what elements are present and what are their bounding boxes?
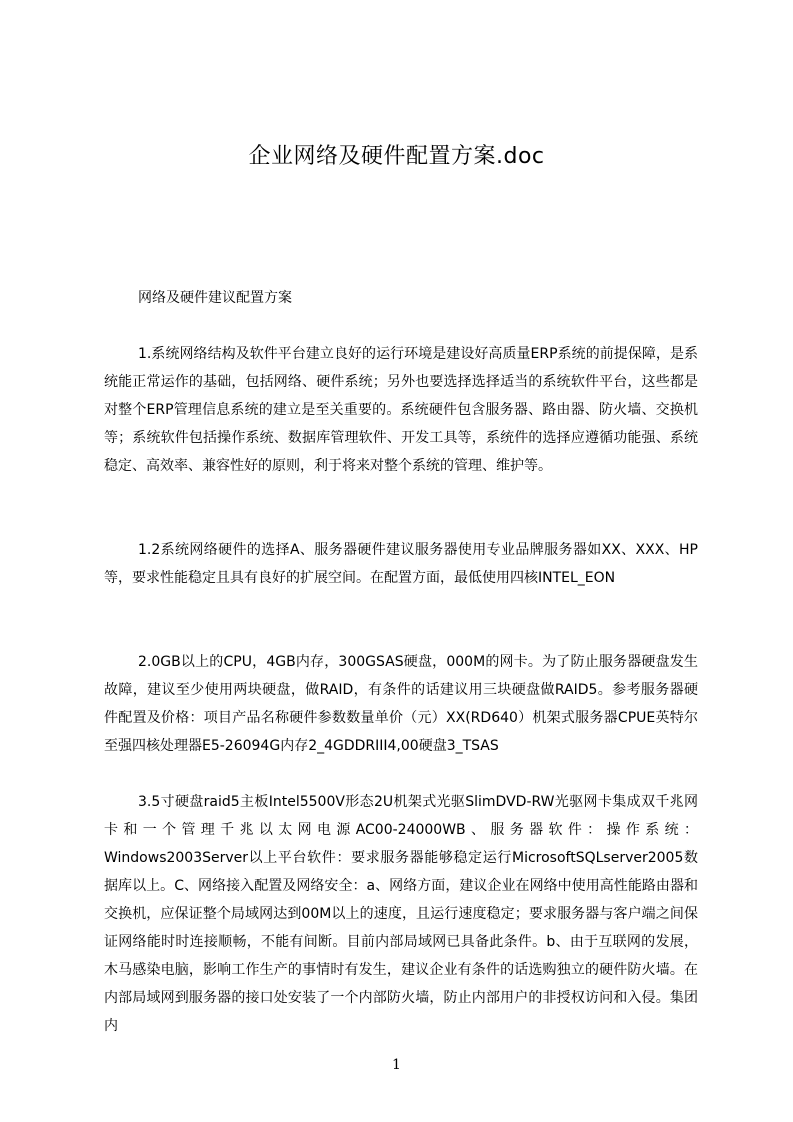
- document-title: 企业网络及硬件配置方案.doc: [248, 144, 545, 169]
- paragraph-3: 2.0GB以上的CPU，4GB内存，300GSAS硬盘，000M的网卡。为了防止服务器硬盘发生故障，建议至少使用两块硬盘，做RAID，有条件的话建议用三块硬盘做RAID5。参考服务器硬件配置及价格：项目产品名称硬件参数数量单价（元）XX(RD640）机架式服务器CPUE英特尔至强四核处理器E5-26094G内存2_4GDDRIII4,00硬盘3_TSAS: [104, 654, 698, 754]
- paragraph-2: 1.2系统网络硬件的选择A、服务器硬件建议服务器使用专业品牌服务器如XX、XXX、HP等，要求性能稳定且具有良好的扩展空间。在配置方面，最低使用四核INTEL_EON: [104, 542, 698, 586]
- paragraph-4: 3.5寸硬盘raid5主板Intel5500V形态2U机架式光驱SlimDVD-RW光驱网卡集成双千兆网卡和一个管理千兆以太网电源AC00-24000WB、服务器软件：操作系统：Windows2003Server以上平台软件：要求服务器能够稳定运行MicrosoftSQLserver2005数据库以上。C、网络接入配置及网络安全：a、网络方面，建议企业在网络中使用高性能路由器和交换机，应保证整个局域网达到00M以上的速度，且运行速度稳定；要求服务器与客户端之间保证网络能时时连接顺畅，不能有间断。目前内部局域网已具备此条件。b、由于互联网的发展，木马感染电脑，影响工作生产的事情时有发生，建议企业有条件的话选购独立的硬件防火墙。在内部局域网到服务器的接口处安装了一个内部防火墙，防止内部用户的非授权访问和入侵。集团内: [104, 794, 698, 1034]
- document-body: [104, 284, 698, 1068]
- document-subtitle: 网络及硬件建议配置方案: [138, 290, 292, 306]
- page-number: 1: [392, 1057, 401, 1073]
- paragraph-1: 1.系统网络结构及软件平台建立良好的运行环境是建设好高质量ERP系统的前提保障，是系统能正常运作的基础，包括网络、硬件系统；另外也要选择选择适当的系统软件平台，这些都是对整个ERP管理信息系统的建立是至关重要的。系统硬件包含服务器、路由器、防火墙、交换机等；系统软件包括操作系统、数据库管理软件、开发工具等，系统件的选择应遵循功能强、系统稳定、高效率、兼容性好的原则，利于将来对整个系统的管理、维护等。: [104, 346, 698, 474]
